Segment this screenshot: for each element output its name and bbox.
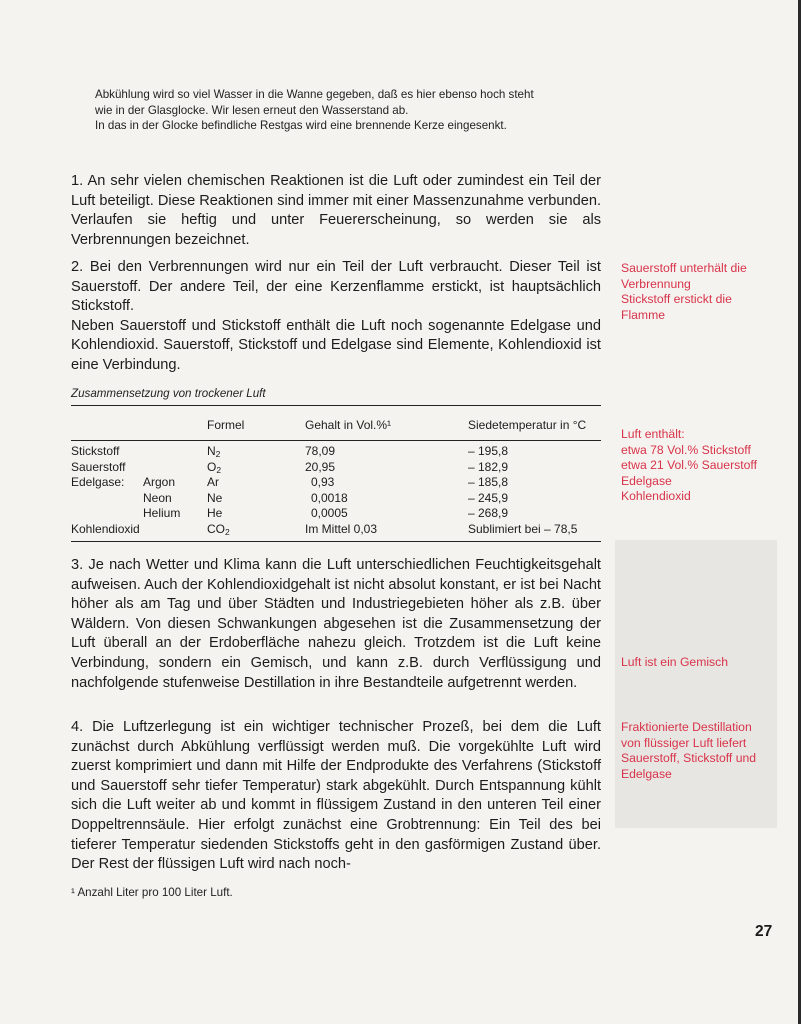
note-line: von flüssiger Luft liefert (621, 735, 747, 750)
cell-subname: Neon (143, 490, 172, 505)
table-header-rule (71, 440, 601, 441)
note-line: Edelgase (621, 473, 672, 488)
margin-note-luft-enthaelt (621, 427, 786, 505)
formel-base: N (207, 444, 216, 458)
cell-gehalt: 78,09 (305, 444, 336, 458)
margin-shading (615, 540, 777, 828)
paragraph-1: 1. An sehr vielen chemischen Reaktionen ist die Luft oder zumindest ein Teil der Luft beteiligt. Diese Reaktionen sind immer mit einer Massenzunahme verbunden. Verlaufen sie heftig und unter Feuererscheinung, so werden sie als Verbrennungen bezeichnet. (71, 173, 601, 248)
note-line: Fraktionierte Destillation (621, 720, 752, 734)
cell-siede: – 245,9 (468, 490, 509, 505)
note-line: Luft enthält: (621, 427, 685, 441)
header-gehalt: Gehalt in Vol.%¹ (305, 418, 392, 432)
cell-name: Stickstoff (71, 444, 120, 458)
note-line: Verbrennung (621, 276, 691, 291)
formel-base: CO (207, 521, 225, 536)
paragraph-2 (71, 258, 601, 376)
formel-sub: 2 (216, 464, 222, 475)
cell-formel (207, 522, 230, 537)
cell-siede: – 182,9 (468, 459, 509, 474)
note-line: Stickstoff erstickt die (621, 292, 732, 307)
table-row (71, 522, 601, 538)
cell-siede: Sublimiert bei – 78,5 (468, 521, 578, 536)
cell-formel (207, 460, 221, 475)
cell-gehalt: 20,95 (305, 459, 336, 474)
cell-subname: Helium (143, 506, 181, 520)
cell-siede: – 195,8 (468, 444, 509, 458)
paragraph-4: 4. Die Luftzerlegung ist ein wichtiger technischer Prozeß, bei dem die Luft zunächst durch Abkühlung verflüssigt werden muß. Die vorgekühlte Luft wird zuerst komprimiert und dann mit Hilfe der Endprodukte des Verfahrens (Stickstoff und Sauerstoff sehr tiefer Temperatur) stark abgekühlt. Durch Entspannung kühlt sich die Luft weiter ab und kommt in flüssigem Zustand in den unteren Teil einer Doppeltrennsäule. Hier erfolgt zunächst eine Grobtrennung: Ein Teil des bei tieferer Temperatur siedenden Stickstoffs geht in den gasförmigen Zustand über. Der Rest der flüssigen Luft wird nach noch- (71, 719, 601, 873)
table-row (71, 460, 601, 476)
cell-name: Edelgase: (71, 475, 125, 489)
cell-subname: Argon (143, 475, 176, 489)
cell-gehalt: 0,0018 (311, 490, 348, 505)
intro-line: wie in der Glasglocke. Wir lesen erneut den Wasserstand ab. (95, 103, 409, 117)
paragraph-3: 3. Je nach Wetter und Klima kann die Luft unterschiedlichen Feuchtigkeitsgehalt aufweisen. Auch der Kohlendioxidgehalt ist nicht absolut konstant, er ist bei Nacht höher als am Tag und über Städten und Industriegebieten höher als z.B. über Wäldern. Von diesen Schwankungen abgesehen ist die Zusammensetzung der Luft überall an der Erdoberfläche nahezu gleich. Trotzdem ist die Luft keine Verbindung, sondern ein Gemisch, und kann z.B. durch Verflüssigung und nachfolgende stufenweise Destillation in ihre Bestandteile aufgetrennt werden. (71, 557, 601, 691)
table-bottom-rule (71, 541, 601, 542)
note-line: Sauerstoff, Stickstoff und (621, 751, 757, 766)
note-line: Luft ist ein Gemisch (621, 655, 729, 669)
note-line: Flamme (621, 307, 666, 322)
margin-note-verbrennung (621, 261, 786, 323)
cell-siede: – 185,8 (468, 475, 509, 489)
margin-note-gemisch (621, 655, 786, 671)
cell-gehalt: 0,0005 (311, 506, 348, 520)
formel-sub: 2 (215, 449, 221, 459)
header-siede: Siedetemperatur in °C (468, 418, 587, 432)
table-row (71, 506, 601, 522)
cell-formel: He (207, 506, 223, 520)
note-line: Sauerstoff unterhält die (621, 261, 747, 275)
note-line: Kohlendioxid (621, 489, 691, 504)
cell-siede: – 268,9 (468, 506, 509, 520)
intro-line: Abkühlung wird so viel Wasser in die Wanne gegeben, daß es hier ebenso hoch steht (95, 88, 534, 101)
paragraph-2-part-b: Neben Sauerstoff und Stickstoff enthält die Luft noch sogenannte Edelgase und Kohlendioxid. Sauerstoff, Stickstoff und Edelgase sind Elemente, Kohlendioxid ist eine Verbindung. (71, 317, 601, 373)
cell-formel: Ne (207, 490, 223, 505)
page-number: 27 (755, 923, 773, 940)
note-line: Edelgase (621, 766, 672, 781)
cell-formel: Ar (207, 475, 219, 489)
intro-line: In das in der Glocke befindliche Restgas wird eine brennende Kerze eingesenkt. (95, 119, 507, 132)
cell-gehalt: Im Mittel 0,03 (305, 521, 378, 536)
margin-note-destillation (621, 720, 786, 782)
intro-text (95, 87, 610, 134)
note-line: etwa 78 Vol.% Stickstoff (621, 442, 751, 457)
header-formel: Formel (207, 418, 245, 432)
table-caption: Zusammensetzung von trockener Luft (71, 387, 266, 400)
table-header (71, 406, 601, 440)
table-row (71, 491, 601, 507)
table-row (71, 475, 601, 491)
table-row (71, 444, 601, 460)
cell-formel (207, 444, 220, 459)
cell-gehalt: 0,93 (311, 475, 335, 489)
paragraph-2-part-a: 2. Bei den Verbrennungen wird nur ein Teil der Luft verbraucht. Dieser Teil ist Sauerstoff. Der andere Teil, der eine Kerzenflamme erstickt, ist hauptsächlich Stickstoff. (71, 259, 601, 315)
note-line: etwa 21 Vol.% Sauerstoff (621, 458, 757, 473)
composition-table (71, 405, 601, 542)
formel-base: O (207, 459, 217, 474)
footnote: ¹ Anzahl Liter pro 100 Liter Luft. (71, 886, 233, 899)
cell-name: Sauerstoff (71, 459, 126, 474)
formel-sub: 2 (225, 526, 230, 537)
cell-name: Kohlendioxid (71, 521, 140, 536)
